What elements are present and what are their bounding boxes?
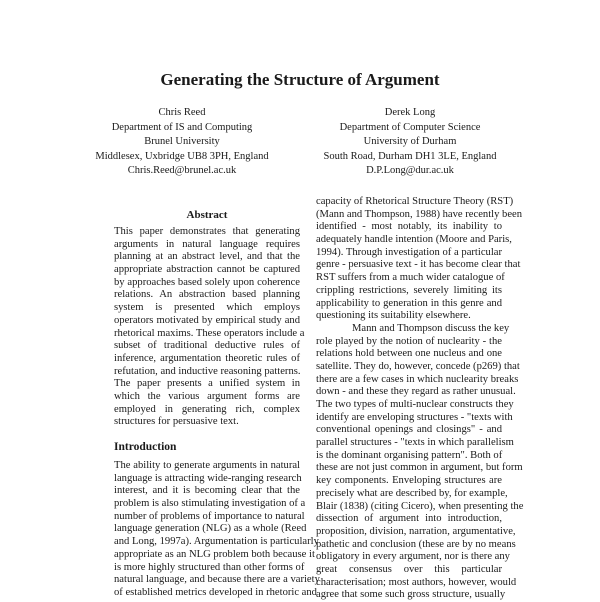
abstract-body (114, 226, 305, 429)
text-line: (Mann and Thompson, 1988) have recently been (316, 208, 523, 220)
paper-title: Generating the Structure of Argument (160, 70, 440, 89)
author-name: Derek Long (384, 107, 436, 118)
text-line: conventional openings and closings" - and (316, 424, 502, 436)
text-line: characterisation; most authors, however, would (316, 576, 517, 588)
text-line: refutation, and inductive reasoning patterns. (114, 365, 301, 377)
abstract-heading: Abstract (186, 209, 228, 221)
text-line: dissection of argument into introduction, (316, 513, 502, 525)
text-line: subset of traditional deductive rules of (114, 340, 300, 352)
text-line: is more highly structured than other forms of (114, 561, 305, 573)
text-line: The two types of multi-nuclear constructs they (316, 399, 514, 410)
text-line: which the various argument forms are (114, 390, 300, 402)
text-line: obligatory in every argument, nor is there any (316, 551, 510, 563)
author-block-2 (290, 106, 530, 179)
text-line: parallel structures - "texts in which parallelism (316, 437, 514, 449)
text-line: proposition, division, narration, argumentative, (316, 525, 516, 537)
text-line: role played by the notion of nuclearity - the (316, 335, 502, 347)
text-line: The ability to generate arguments in natural (114, 460, 300, 471)
author-name: Chris Reed (158, 107, 206, 118)
text-line: capacity of Rhetorical Structure Theory (RST) (316, 196, 514, 207)
text-line: The paper presents a unified system in (114, 378, 300, 390)
text-line: these are not just common in argument, but form (316, 462, 523, 474)
text-line: by approaches based solely upon coherence (114, 276, 300, 288)
text-line: adequately handle intention (Moore and Paris, (316, 234, 512, 246)
text-line: natural language, and because there are a variety (114, 574, 320, 586)
author-dept: Department of Computer Science (339, 121, 481, 133)
text-line: interest, and it is becoming clear that the (114, 485, 300, 497)
text-line: relations hold between one nucleus and one (316, 348, 502, 360)
text-line: operators motivated by empirical study and (114, 314, 300, 326)
text-line: employed in generating rich, complex (114, 403, 300, 415)
text-line: problem is also stimulating investigation of a (114, 498, 306, 510)
text-line: great consensus over this particular (316, 563, 502, 575)
text-line: key components. Enveloping structures are (316, 475, 502, 487)
text-line: appropriate abstraction cannot be captured (114, 264, 300, 276)
text-line: identified - most notably, its inability to (316, 221, 502, 233)
author-email: Chris.Reed@brunel.ac.uk (127, 165, 237, 176)
text-line: planning at an abstract level, and that the (114, 251, 300, 263)
author-addr: Middlesex, Uxbridge UB8 3PH, England (95, 150, 269, 162)
right-column-body (316, 196, 524, 602)
text-line: language is attracting wide-ranging research (114, 472, 302, 484)
author-dept: Department of IS and Computing (111, 121, 253, 133)
text-line: identify are enveloping structures - "texts with (316, 411, 513, 423)
text-line: applicability to generation in this genre and (316, 297, 502, 309)
text-line: crippling restrictions, severely limiting its (316, 284, 502, 296)
author-addr: South Road, Durham DH1 3LE, England (323, 150, 497, 162)
text-line: This paper demonstrates that generating (114, 226, 300, 237)
author-inst: University of Durham (363, 136, 457, 147)
text-line: 1994). Through investigation of a particular (316, 246, 502, 258)
text-line: agree that some such gross structure, usually (316, 589, 506, 601)
text-line: appropriate as an NLG problem both because it (114, 548, 315, 560)
text-line: there are a few cases in which nuclearity breaks (316, 373, 519, 385)
author-block-1 (62, 106, 302, 179)
text-line: questioning its suitability elsewhere. (316, 310, 471, 322)
text-line: arguments in natural language requires (114, 238, 300, 250)
text-line: Blair (1838) (citing Cicero), when presenting the (316, 500, 524, 512)
text-line: RST suffers from a much wider catalogue of (316, 272, 505, 284)
author-email: D.P.Long@dur.ac.uk (366, 165, 454, 176)
introduction-body (114, 460, 320, 600)
text-line: relations. An abstraction based planning (114, 289, 300, 301)
text-line: is the dominant organising pattern". Both of (316, 449, 503, 461)
text-line: of established metrics developed in rhetoric and (114, 586, 317, 598)
text-line: and Long, 1997a). Argumentation is particularly (114, 536, 319, 548)
text-line: satellite. They do, however, concede (p269) that (316, 360, 520, 372)
text-line: genre - persuasive text - it has become clear that (316, 259, 521, 271)
text-line: precisely what are described by, for example, (316, 487, 508, 499)
introduction-heading: Introduction (114, 441, 177, 453)
text-line: system is presented which employs (114, 302, 300, 314)
author-inst: Brunel University (144, 136, 220, 147)
text-line: language generation (NLG) as a whole (Reed (114, 523, 307, 535)
text-line: structures for persuasive text. (114, 416, 239, 428)
text-line: down - and these they regard as rather unusual. (316, 386, 516, 398)
text-line: pathetic and conclusion (these are by no means (316, 538, 516, 550)
text-line: Mann and Thompson discuss the key (352, 322, 510, 334)
text-line: rhetorical maxims. These operators include a (114, 327, 305, 339)
text-line: number of problems of importance to natural (114, 510, 305, 522)
text-line: inference, argumentation theoretic rules of (114, 352, 300, 364)
